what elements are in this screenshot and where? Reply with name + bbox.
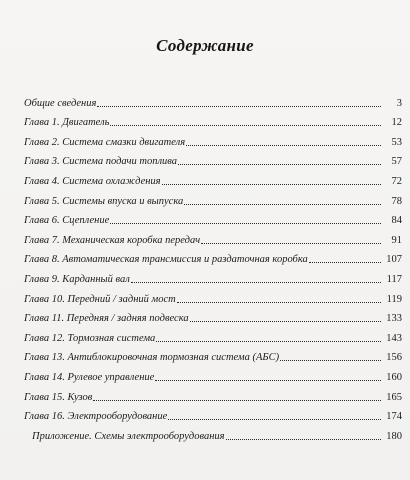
toc-entry-title: Глава 3. Система подачи топлива bbox=[24, 156, 178, 168]
toc-entry-title: Глава 15. Кузов bbox=[24, 391, 93, 403]
toc-entry-page: 72 bbox=[391, 175, 402, 187]
toc-entry-page: 174 bbox=[386, 411, 402, 423]
toc-entry bbox=[24, 110, 402, 130]
toc-entry-page: 84 bbox=[391, 215, 402, 227]
toc-entry bbox=[24, 345, 402, 365]
toc-entry bbox=[24, 188, 402, 208]
toc-entry-page: 156 bbox=[386, 352, 402, 364]
dot-leader bbox=[131, 282, 381, 283]
toc-entry-page: 57 bbox=[391, 156, 402, 168]
toc-entry-appendix bbox=[24, 423, 402, 443]
toc-entry-page: 53 bbox=[391, 136, 402, 148]
dot-leader bbox=[177, 302, 381, 303]
dot-leader bbox=[186, 145, 381, 146]
toc-entry-page: 3 bbox=[396, 97, 402, 109]
toc-entry-page: 12 bbox=[391, 117, 402, 129]
toc-entry-title: Глава 4. Система охлаждения bbox=[24, 175, 161, 187]
toc-entry-page: 119 bbox=[386, 293, 402, 305]
dot-leader bbox=[226, 439, 381, 440]
dot-leader bbox=[93, 400, 381, 401]
toc-entry bbox=[24, 306, 402, 326]
toc-entry-title: Глава 8. Автоматическая трансмиссия и раздаточная коробка bbox=[24, 254, 308, 266]
dot-leader bbox=[168, 419, 381, 420]
toc-entry-page: 143 bbox=[386, 332, 402, 344]
toc-entry bbox=[24, 208, 402, 228]
toc-entry bbox=[24, 404, 402, 424]
toc-entry-page: 180 bbox=[386, 430, 402, 442]
toc-entry-page: 107 bbox=[386, 254, 402, 266]
toc-entry-title: Глава 1. Двигатель bbox=[24, 117, 110, 129]
dot-leader bbox=[184, 204, 381, 205]
dot-leader bbox=[201, 243, 381, 244]
toc-entry bbox=[24, 364, 402, 384]
table-of-contents bbox=[24, 90, 402, 443]
toc-entry bbox=[24, 384, 402, 404]
toc-entry bbox=[24, 325, 402, 345]
toc-entry-page: 165 bbox=[386, 391, 402, 403]
toc-entry-title: Глава 13. Антиблокировочная тормозная система (АБС) bbox=[24, 352, 280, 364]
dot-leader bbox=[309, 262, 381, 263]
toc-entry-title: Глава 7. Механическая коробка передач bbox=[24, 234, 201, 246]
toc-entry-title: Приложение. Схемы электрооборудования bbox=[32, 430, 225, 442]
toc-entry-title: Глава 9. Карданный вал bbox=[24, 273, 130, 285]
toc-entry-page: 91 bbox=[391, 234, 402, 246]
dot-leader bbox=[162, 184, 381, 185]
page-title: Содержание bbox=[156, 36, 254, 55]
toc-entry bbox=[24, 90, 402, 110]
dot-leader bbox=[280, 360, 381, 361]
toc-entry-page: 117 bbox=[386, 273, 402, 285]
toc-entry-page: 133 bbox=[386, 313, 402, 325]
toc-entry bbox=[24, 168, 402, 188]
toc-entry-title: Глава 12. Тормозная система bbox=[24, 332, 156, 344]
toc-entry-title: Общие сведения bbox=[24, 97, 97, 109]
toc-entry bbox=[24, 129, 402, 149]
toc-entry-title: Глава 6. Сцепление bbox=[24, 215, 110, 227]
dot-leader bbox=[97, 106, 381, 107]
toc-entry-title: Глава 2. Система смазки двигателя bbox=[24, 136, 186, 148]
dot-leader bbox=[190, 321, 381, 322]
toc-entry-title: Глава 11. Передняя / задняя подвеска bbox=[24, 313, 189, 325]
dot-leader bbox=[178, 164, 381, 165]
toc-entry bbox=[24, 266, 402, 286]
toc-entry bbox=[24, 247, 402, 267]
toc-entry-page: 160 bbox=[386, 371, 402, 383]
dot-leader bbox=[110, 223, 381, 224]
toc-entry-page: 78 bbox=[391, 195, 402, 207]
toc-entry bbox=[24, 286, 402, 306]
toc-entry-title: Глава 10. Передний / задний мост bbox=[24, 293, 176, 305]
toc-entry-title: Глава 16. Электрооборудование bbox=[24, 411, 168, 423]
dot-leader bbox=[110, 125, 381, 126]
toc-entry bbox=[24, 227, 402, 247]
toc-entry-title: Глава 14. Рулевое управление bbox=[24, 371, 155, 383]
dot-leader bbox=[155, 380, 381, 381]
dot-leader bbox=[156, 341, 381, 342]
toc-entry bbox=[24, 149, 402, 169]
toc-entry-title: Глава 5. Системы впуска и выпуска bbox=[24, 195, 184, 207]
